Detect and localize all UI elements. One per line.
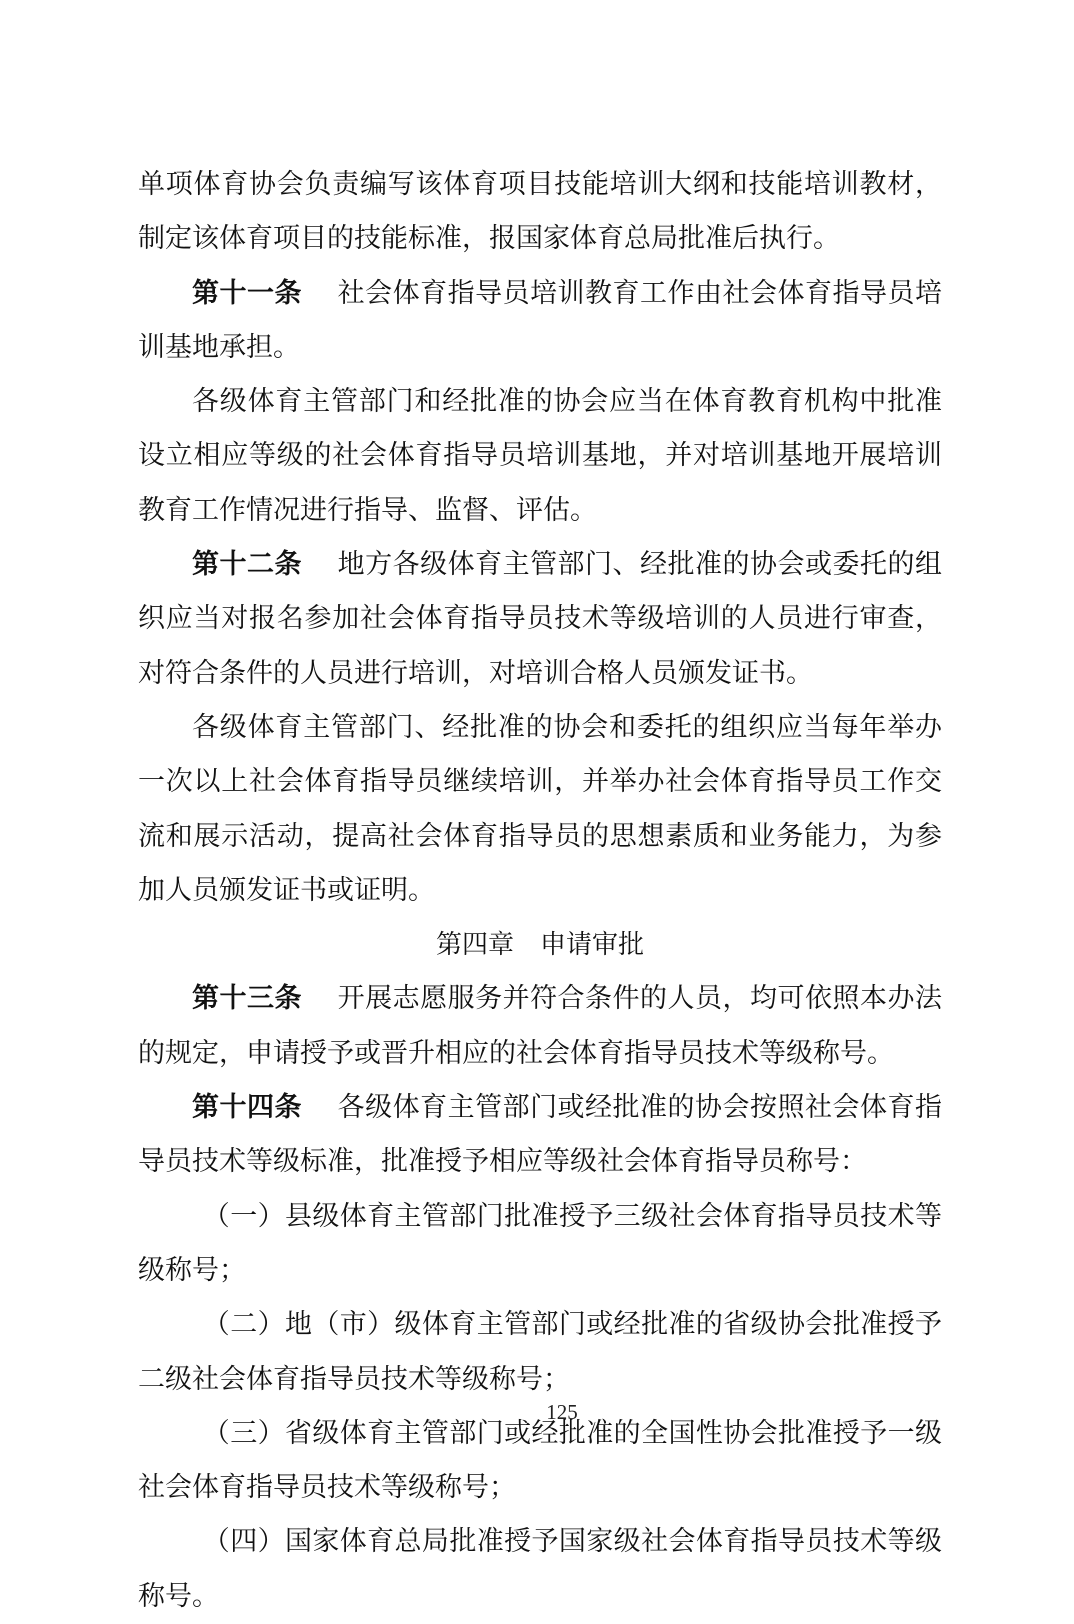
article-13-text: 开展志愿服务并符合条件的人员，均可依照本办法的规定，申请授予或晋升相应的社会体育指导员技术等级称号。 xyxy=(138,983,943,1069)
list-item-province: （三）省级体育主管部门或经批准的全国性协会批准授予一级社会体育指导员技术等级称号； xyxy=(138,1417,942,1504)
article-12 xyxy=(138,538,942,701)
article-13 xyxy=(138,972,942,1081)
article-13-label: 第十三条 xyxy=(192,983,302,1015)
article-11-text: 社会体育指导员培训教育工作由社会体育指导员培训基地承担。 xyxy=(138,277,943,363)
list-item-national: （四）国家体育总局批准授予国家级社会体育指导员技术等级称号。 xyxy=(138,1526,942,1612)
article-12-text: 地方各级体育主管部门、经批准的协会或委托的组织应当对报名参加社会体育指导员技术等级培训的人员进行审查，对符合条件的人员进行培训，对培训合格人员颁发证书。 xyxy=(138,549,943,689)
article-11-label: 第十一条 xyxy=(192,277,302,309)
article-11 xyxy=(138,267,942,376)
article-14-label: 第十四条 xyxy=(192,1092,302,1124)
list-item-county: （一）县级体育主管部门批准授予三级社会体育指导员技术等级称号； xyxy=(138,1200,942,1286)
paragraph-continuation: 单项体育协会负责编写该体育项目技能培训大纲和技能培训教材，制定该体育项目的技能标准，报国家体育总局批准后执行。 xyxy=(138,169,942,255)
page-number: 125 xyxy=(546,1400,578,1424)
article-14 xyxy=(138,1081,942,1190)
list-item-city: （二）地（市）级体育主管部门或经批准的省级协会批准授予二级社会体育指导员技术等级称号； xyxy=(138,1309,942,1395)
article-12-label: 第十二条 xyxy=(192,549,302,581)
article-14-text: 各级体育主管部门或经批准的协会按照社会体育指导员技术等级标准，批准授予相应等级社会体育指导员称号： xyxy=(138,1092,943,1178)
paragraph-training-base: 各级体育主管部门和经批准的协会应当在体育教育机构中批准设立相应等级的社会体育指导员培训基地，并对培训基地开展培训教育工作情况进行指导、监督、评估。 xyxy=(138,386,942,526)
chapter-heading: 第四章 申请审批 xyxy=(435,930,644,961)
paragraph-continuing-training: 各级体育主管部门、经批准的协会和委托的组织应当每年举办一次以上社会体育指导员继续培训，并举办社会体育指导员工作交流和展示活动，提高社会体育指导员的思想素质和业务能力，为参加人员颁发证书或证明。 xyxy=(138,711,942,906)
